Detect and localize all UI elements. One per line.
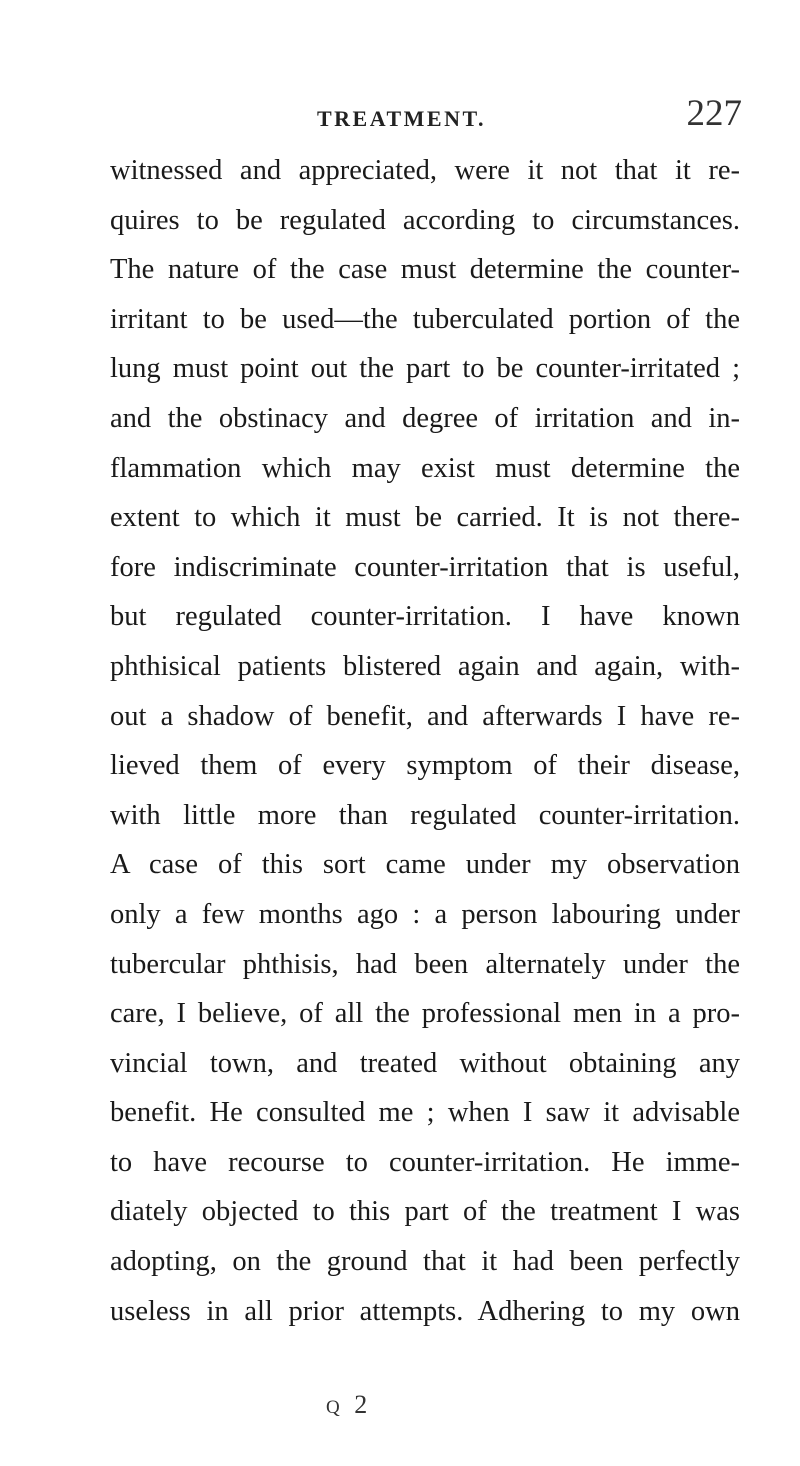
- text-line: A case of this sort came under my observation: [110, 849, 740, 881]
- signature-number: 2: [354, 1390, 372, 1419]
- text-line: to have recourse to counter-irritation. He imme-: [110, 1146, 740, 1178]
- text-line: fore indiscriminate counter-irritation that is useful,: [110, 551, 740, 583]
- page-number: 227: [686, 93, 742, 134]
- text-line: phthisical patients blistered again and again, with-: [110, 650, 740, 682]
- text-line: witnessed and appreciated, were it not that it re-: [110, 155, 740, 186]
- text-line: only a few months ago : a person labouring under: [110, 898, 740, 930]
- text-line: adopting, on the ground that it had been perfectly: [110, 1246, 740, 1278]
- text-line: quires to be regulated according to circumstances.: [110, 204, 740, 236]
- text-line: The nature of the case must determine the counter-: [110, 254, 740, 286]
- body-text: [110, 146, 740, 1336]
- text-line: and the obstinacy and degree of irritation and in-: [110, 402, 740, 434]
- text-line: with little more than regulated counter-irritation.: [110, 799, 740, 831]
- text-line: flammation which may exist must determine the: [110, 452, 740, 484]
- text-line: but regulated counter-irritation. I have known: [110, 601, 740, 633]
- signature-letter: Q: [326, 1397, 344, 1418]
- text-line: lung must point out the part to be counter-irritated ;: [110, 353, 740, 385]
- page-header: [110, 92, 740, 142]
- text-line: tubercular phthisis, had been alternately under the: [110, 948, 740, 980]
- signature-mark: [326, 1390, 371, 1420]
- text-line: benefit. He consulted me ; when I saw it advisable: [110, 1097, 740, 1129]
- text-line: out a shadow of benefit, and afterwards I have re-: [110, 700, 740, 732]
- text-line: useless in all prior attempts. Adhering to my own: [110, 1295, 740, 1327]
- running-head: TREATMENT.: [317, 106, 487, 131]
- text-line: lieved them of every symptom of their disease,: [110, 750, 740, 782]
- text-line: vincial town, and treated without obtaining any: [110, 1047, 740, 1079]
- text-line: extent to which it must be carried. It is not there-: [110, 502, 740, 534]
- text-line: irritant to be used—the tuberculated portion of the: [110, 303, 740, 335]
- text-line: diately objected to this part of the treatment I was: [110, 1196, 740, 1228]
- text-line: care, I believe, of all the professional men in a pro-: [110, 998, 740, 1030]
